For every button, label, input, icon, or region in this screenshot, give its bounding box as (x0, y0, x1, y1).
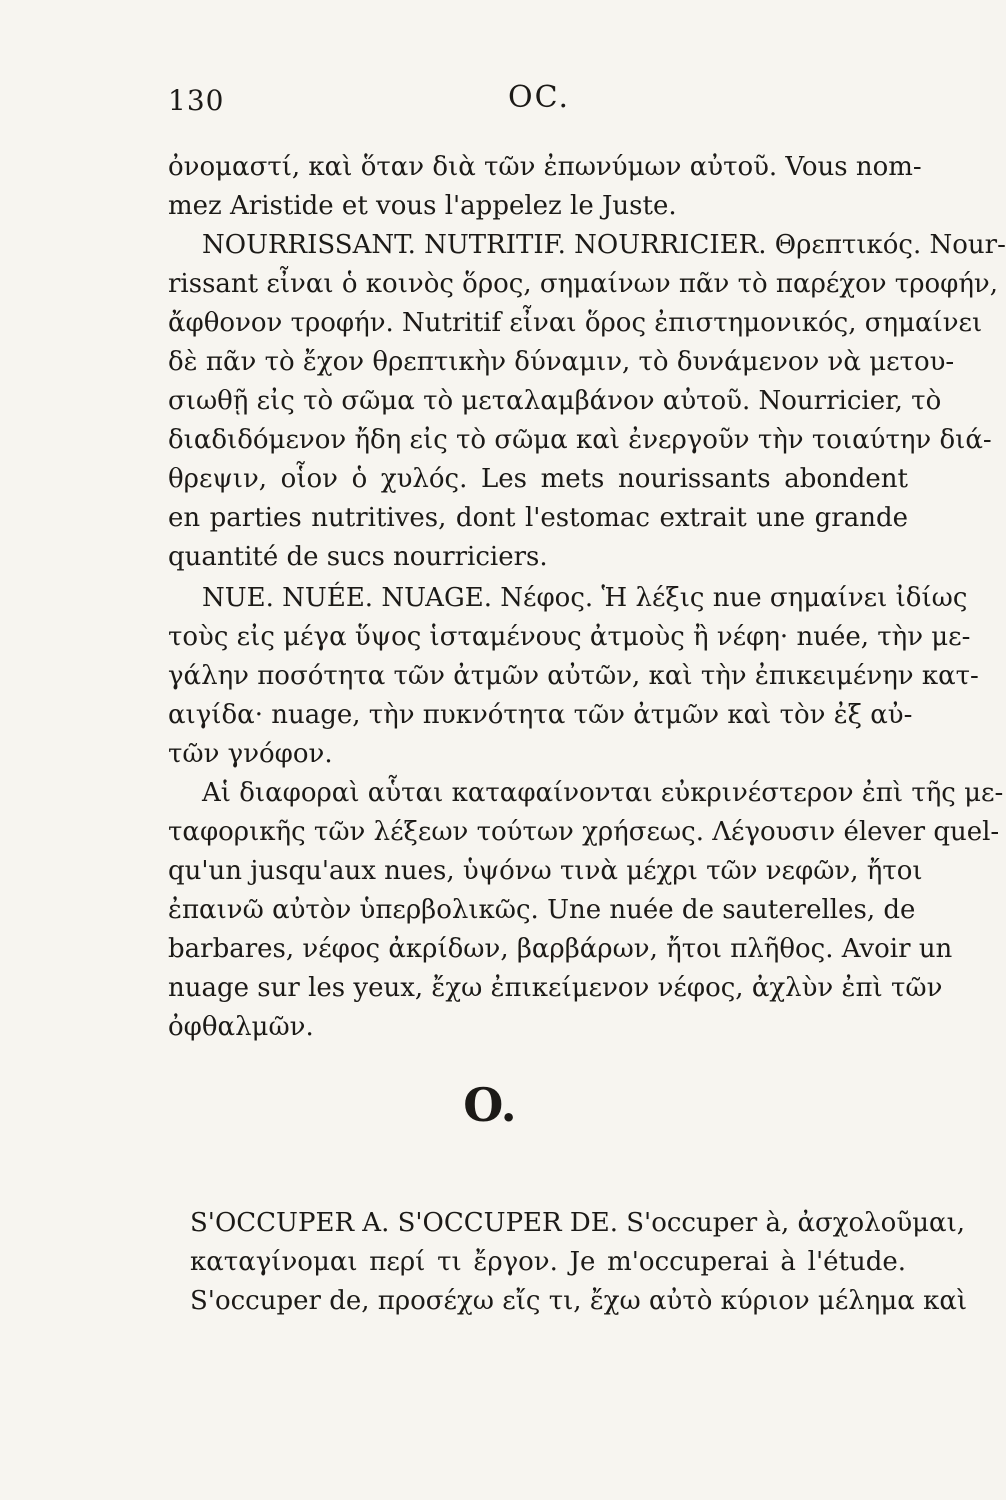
text-line: en parties nutritives, dont l'estomac extrait une grande (168, 503, 908, 533)
text-line: δὲ πᾶν τὸ ἔχον θρεπτικὴν δύναμιν, τὸ δυνάμενον νὰ μετου- (168, 347, 955, 377)
text-line: quantité de sucs nourriciers. (168, 542, 548, 572)
entry-heading-line: NOURRISSANT. NUTRITIF. NOURRICIER. Θρεπτικός. Nour- (202, 230, 1006, 260)
page-number: 130 (168, 84, 225, 117)
section-letter: O. (463, 1078, 517, 1132)
text-line: mez Aristide et vous l'appelez le Juste. (168, 191, 677, 221)
text-line: αιγίδα· nuage, τὴν πυκνότητα τῶν ἀτμῶν καὶ τὸν ἐξ αὐ- (168, 700, 913, 730)
text-line: qu'un jusqu'aux nues, ὑψόνω τινὰ μέχρι τῶν νεφῶν, ἤτοι (168, 856, 923, 886)
text-line: ὀνομαστί, καὶ ὅταν διὰ τῶν ἐπωνύμων αὐτοῦ. Vous nom- (168, 152, 922, 182)
text-line: γάλην ποσότητα τῶν ἀτμῶν αὐτῶν, καὶ τὴν ἐπικειμένην κατ- (168, 661, 979, 691)
text-line: Αἱ διαφοραὶ αὗται καταφαίνονται εὐκρινέστερον ἐπὶ τῆς με- (202, 778, 1004, 808)
text-line: rissant εἶναι ὁ κοινὸς ὅρος, σημαίνων πᾶν τὸ παρέχον τροφήν, (168, 269, 998, 299)
body-text (168, 148, 1006, 1047)
running-head: OC. (508, 80, 571, 115)
text-line: ἄφθονον τροφήν. Nutritif εἶναι ὅρος ἐπιστημονικός, σημαίνει (168, 308, 983, 338)
text-line: barbares, νέφος ἀκρίδων, βαρβάρων, ἤτοι πλῆθος. Avoir un (168, 934, 953, 964)
entry-heading-line: NUE. NUÉE. NUAGE. Νέφος. Ἡ λέξις nue σημαίνει ἰδίως (202, 583, 968, 613)
text-line: διαδιδόμενον ἤδη εἰς τὸ σῶμα καὶ ἐνεργοῦν τὴν τοιαύτην διά- (168, 425, 992, 455)
text-line: ὀφθαλμῶν. (168, 1012, 314, 1042)
text-line: καταγίνομαι περί τι ἔργον. Je m'occuperai à l'étude. (190, 1247, 906, 1277)
entry-heading-line: S'OCCUPER A. S'OCCUPER DE. S'occuper à, ἀσχολοῦμαι, (190, 1208, 966, 1238)
body-text-continued (190, 1204, 968, 1321)
text-line: σιωθῇ εἰς τὸ σῶμα τὸ μεταλαμβάνον αὐτοῦ. Nourricier, τὸ (168, 386, 942, 416)
text-line: nuage sur les yeux, ἔχω ἐπικείμενον νέφος, ἀχλὺν ἐπὶ τῶν (168, 973, 943, 1003)
text-line: S'occuper de, προσέχω εἴς τι, ἔχω αὐτὸ κύριον μέλημα καὶ (190, 1286, 968, 1316)
text-line: τοὺς εἰς μέγα ὕψος ἱσταμένους ἀτμοὺς ἢ νέφη· nuée, τὴν με- (168, 622, 971, 652)
text-line: τῶν γνόφον. (168, 739, 333, 769)
text-line: ἐπαινῶ αὐτὸν ὑπερβολικῶς. Une nuée de sauterelles, de (168, 895, 916, 925)
text-line: ταφορικῆς τῶν λέξεων τούτων χρήσεως. Λέγουσιν élever quel- (168, 817, 1000, 847)
text-line: θρεψιν, οἷον ὁ χυλός. Les mets nourissants abondent (168, 464, 908, 494)
